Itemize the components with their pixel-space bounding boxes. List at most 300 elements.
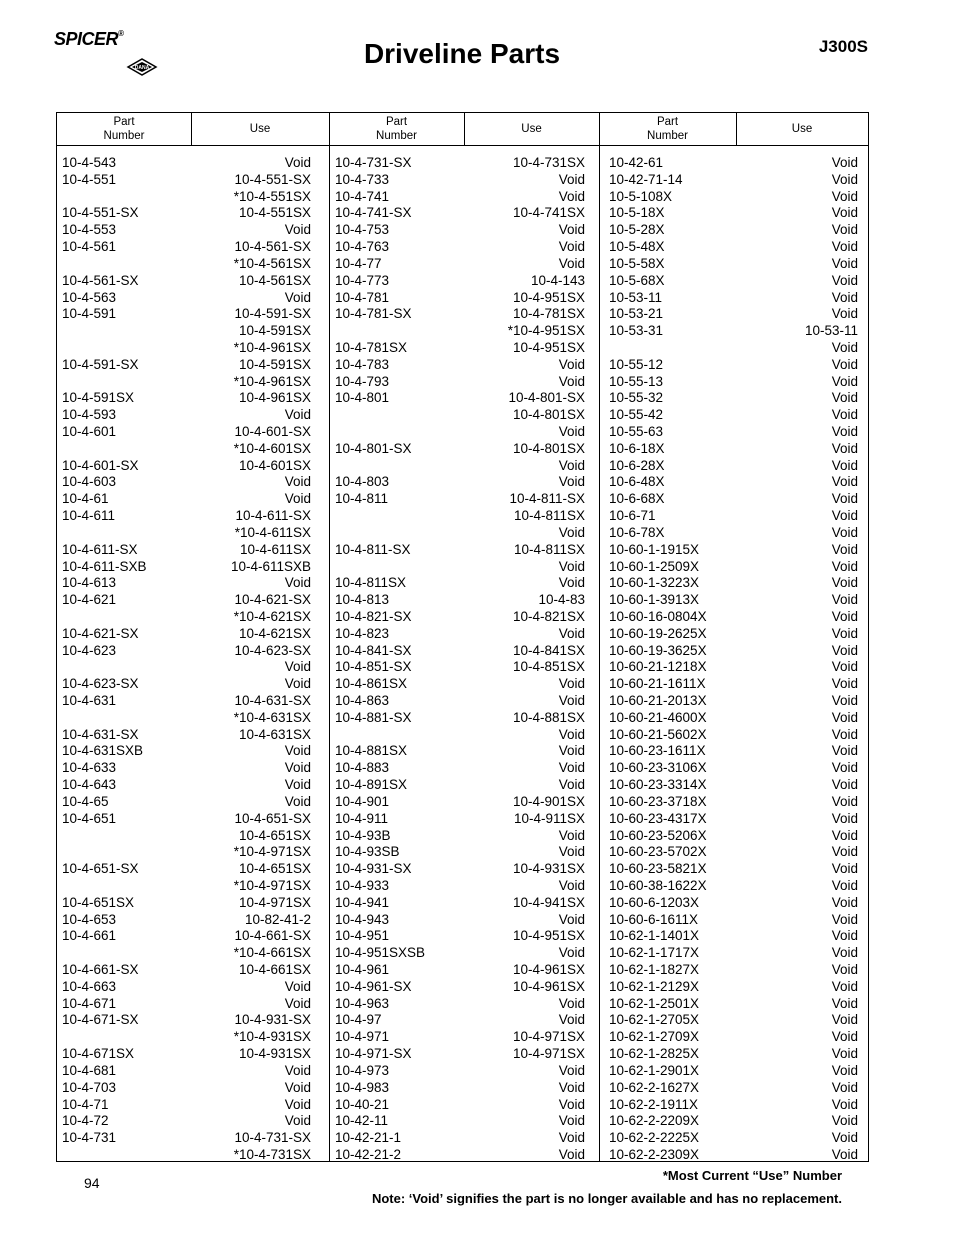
table-row: [62, 743, 311, 760]
use-value: Void: [831, 272, 858, 288]
part-number: 10-42-11: [335, 1113, 389, 1129]
header-divider: [736, 113, 737, 145]
table-row: [62, 273, 311, 290]
use-value: 10-4-661-SX: [234, 928, 311, 944]
use-value: 10-4-781SX: [512, 306, 585, 322]
use-value: Void: [831, 1146, 858, 1162]
use-value: *10-4-551SX: [233, 188, 311, 204]
use-value: Void: [831, 239, 858, 255]
table-row: [335, 794, 585, 811]
table-row: [335, 474, 585, 491]
use-value: 10-4-601SX: [238, 457, 311, 473]
use-value: *10-4-631SX: [233, 709, 311, 725]
part-number: 10-60-21-4600X: [609, 709, 707, 725]
part-number: 10-5-18X: [609, 205, 665, 221]
use-value: 10-4-821SX: [512, 608, 585, 624]
table-row: [609, 777, 858, 794]
table-row: [609, 962, 858, 979]
use-value: 10-4-951SX: [512, 289, 585, 305]
use-value: Void: [284, 743, 311, 759]
use-value: 10-4-801SX: [512, 407, 585, 423]
table-row: [62, 928, 311, 945]
part-number: 10-4-793: [335, 373, 390, 389]
part-number: 10-60-21-2013X: [609, 693, 707, 708]
part-number: 10-4-77: [335, 255, 382, 271]
use-value: 10-4-801SX: [512, 440, 585, 456]
part-number: 10-4-961: [335, 962, 390, 977]
part-number: 10-4-763: [335, 239, 390, 255]
table-row: [609, 374, 858, 391]
table-row: [609, 542, 858, 559]
table-row: [62, 491, 311, 508]
use-value: Void: [831, 592, 858, 608]
use-value: Void: [831, 709, 858, 725]
table-row: [62, 205, 311, 222]
table-row: [62, 861, 311, 878]
table-row: [62, 727, 311, 744]
table-row: [335, 626, 585, 643]
table-row: [335, 424, 585, 441]
table-row: [62, 390, 311, 407]
part-number: 10-4-741-SX: [335, 205, 412, 221]
use-value: 10-4-143: [530, 272, 585, 288]
table-row: [609, 239, 858, 256]
table-row: [335, 1012, 585, 1029]
part-number: 10-5-48X: [609, 239, 665, 255]
most-current-note: *Most Current “Use” Number: [662, 1168, 842, 1183]
table-row: [335, 323, 585, 340]
use-value: Void: [284, 676, 311, 692]
use-value: Void: [558, 1062, 585, 1078]
use-value: Void: [831, 877, 858, 893]
part-number: 10-4-861SX: [335, 676, 408, 692]
part-number: 10-4-951: [335, 928, 390, 944]
use-value: Void: [831, 407, 858, 423]
part-number: 10-60-6-1611X: [609, 911, 699, 927]
table-row: [609, 710, 858, 727]
table-row: [609, 592, 858, 609]
part-number: 10-4-643: [62, 777, 117, 793]
part-number: 10-4-601-SX: [62, 457, 139, 473]
table-row: [609, 878, 858, 895]
table-row: [335, 189, 585, 206]
table-row: [609, 928, 858, 945]
table-row: [609, 1097, 858, 1114]
use-value: 10-4-971SX: [238, 894, 311, 910]
use-value: Void: [831, 1029, 858, 1045]
table-row: [335, 1046, 585, 1063]
part-number: 10-4-563: [62, 289, 117, 305]
part-number: 10-4-543: [62, 155, 117, 170]
use-value: *10-4-931SX: [233, 1029, 311, 1045]
part-number: 10-4-591: [62, 306, 117, 322]
table-row: [335, 1029, 585, 1046]
table-row: [335, 592, 585, 609]
part-number: 10-4-971-SX: [335, 1046, 412, 1062]
use-value: Void: [284, 575, 311, 591]
part-number: 10-4-753: [335, 222, 390, 238]
part-number: 10-55-63: [609, 424, 664, 439]
use-value: 10-4-941SX: [512, 894, 585, 910]
column-divider: [599, 113, 600, 1161]
table-row: [609, 794, 858, 811]
part-number: 10-4-71: [62, 1096, 109, 1112]
part-number: 10-4-863: [335, 693, 390, 708]
part-number: 10-60-23-3718X: [609, 793, 707, 809]
table-row: [62, 609, 311, 626]
part-number: 10-5-58X: [609, 255, 665, 271]
part-number: 10-4-681: [62, 1062, 117, 1078]
part-number: 10-4-551: [62, 171, 117, 187]
part-number: 10-4-553: [62, 222, 117, 238]
part-number: 10-60-21-1611X: [609, 676, 706, 692]
use-value: 10-4-551-SX: [234, 171, 311, 187]
table-row: [62, 1012, 311, 1029]
part-number: 10-4-551-SX: [62, 205, 139, 221]
svg-text:DANA: DANA: [134, 65, 150, 71]
use-value: Void: [831, 524, 858, 540]
use-value: Void: [558, 373, 585, 389]
use-value: Void: [558, 356, 585, 372]
part-number: 10-62-2-2225X: [609, 1130, 700, 1146]
table-row: [62, 155, 311, 172]
part-number: 10-4-671-SX: [62, 1012, 139, 1028]
part-number: 10-4-963: [335, 995, 390, 1011]
use-value: 10-4-971SX: [512, 1046, 585, 1062]
use-value: Void: [558, 1130, 585, 1146]
part-number: 10-4-651: [62, 810, 117, 826]
part-number: 10-60-1-3913X: [609, 592, 700, 608]
part-number: 10-4-97: [335, 1012, 382, 1028]
use-value: *10-4-961SX: [233, 339, 311, 355]
table-row: [62, 979, 311, 996]
part-number: 10-42-61: [609, 155, 664, 170]
use-value: Void: [558, 222, 585, 238]
part-number: 10-4-781SX: [335, 339, 408, 355]
part-number: 10-4-781-SX: [335, 306, 412, 322]
table-row: [609, 222, 858, 239]
use-value: 10-4-851SX: [512, 659, 585, 675]
part-number: 10-60-6-1203X: [609, 894, 700, 910]
table-row: [62, 256, 311, 273]
part-number: 10-62-1-2709X: [609, 1029, 700, 1045]
use-value: Void: [831, 155, 858, 170]
use-value: Void: [831, 289, 858, 305]
use-value: 10-82-41-2: [244, 911, 311, 927]
use-value: 10-4-561-SX: [234, 239, 311, 255]
table-row: [609, 474, 858, 491]
use-value: Void: [284, 407, 311, 423]
table-row: [609, 256, 858, 273]
use-value: 10-4-623-SX: [234, 642, 311, 658]
part-number: 10-60-23-3314X: [609, 777, 707, 793]
table-row: [62, 306, 311, 323]
part-number: 10-42-21-1: [335, 1130, 402, 1146]
table-row: [335, 491, 585, 508]
table-row: [62, 189, 311, 206]
table-row: [62, 290, 311, 307]
table-row: [335, 996, 585, 1013]
table-row: [609, 643, 858, 660]
part-number: 10-4-623: [62, 642, 117, 658]
use-value: Void: [284, 1062, 311, 1078]
table-row: [335, 659, 585, 676]
part-number: 10-6-18X: [609, 440, 665, 456]
part-number: 10-4-631-SX: [62, 726, 139, 742]
part-number: 10-4-961-SX: [335, 978, 412, 994]
table-row: [62, 878, 311, 895]
use-value: Void: [558, 457, 585, 473]
table-row: [609, 290, 858, 307]
table-row: [609, 1029, 858, 1046]
table-row: [335, 222, 585, 239]
table-row: [335, 844, 585, 861]
table-row: [609, 659, 858, 676]
use-value: Void: [831, 474, 858, 490]
use-value: *10-4-971SX: [233, 877, 311, 893]
use-value: 10-4-631SX: [238, 726, 311, 742]
part-number: 10-4-943: [335, 911, 390, 927]
table-row: [62, 542, 311, 559]
table-row: [609, 323, 858, 340]
use-value: Void: [558, 1096, 585, 1112]
table-row: [335, 777, 585, 794]
use-value: Void: [558, 239, 585, 255]
table-row: [609, 205, 858, 222]
use-value: Void: [558, 1012, 585, 1028]
table-row: [335, 441, 585, 458]
part-number: 10-60-23-3106X: [609, 760, 707, 776]
table-row: [335, 1080, 585, 1097]
header-part-number-2: Part Number: [376, 116, 417, 142]
table-row: [609, 760, 858, 777]
table-row: [609, 189, 858, 206]
use-value: 10-4-611-SX: [235, 508, 311, 524]
part-number: 10-62-1-1827X: [609, 962, 700, 977]
part-number: 10-6-68X: [609, 491, 665, 507]
use-value: Void: [284, 289, 311, 305]
header-part-number-3: Part Number: [647, 116, 688, 142]
use-value: Void: [831, 911, 858, 927]
table-row: [335, 205, 585, 222]
use-value: *10-4-661SX: [233, 945, 311, 961]
table-row: [335, 559, 585, 576]
use-value: Void: [831, 255, 858, 271]
use-value: 10-4-961SX: [238, 390, 311, 406]
table-row: [609, 155, 858, 172]
use-value: Void: [831, 625, 858, 641]
use-value: 10-4-611SXB: [230, 558, 311, 574]
use-value: Void: [831, 827, 858, 843]
use-value: Void: [831, 777, 858, 793]
use-value: 10-4-621SX: [238, 625, 311, 641]
part-number: 10-4-651SX: [62, 894, 135, 910]
use-value: Void: [558, 945, 585, 961]
part-number: 10-62-1-1401X: [609, 928, 700, 944]
use-value: 10-4-961SX: [512, 978, 585, 994]
table-row: [62, 1046, 311, 1063]
header-use-3: Use: [791, 123, 813, 135]
use-value: Void: [558, 995, 585, 1011]
table-row: [335, 575, 585, 592]
table-row: [609, 508, 858, 525]
use-value: Void: [831, 575, 858, 591]
part-number: 10-4-61: [62, 491, 109, 507]
table-row: [335, 1063, 585, 1080]
part-number: 10-4-883: [335, 760, 390, 776]
part-number: 10-4-971: [335, 1029, 390, 1045]
part-number: 10-60-23-1611X: [609, 743, 706, 759]
table-row: [62, 828, 311, 845]
use-value: Void: [831, 1079, 858, 1095]
part-number: 10-4-591SX: [62, 390, 135, 406]
use-value: 10-4-971SX: [512, 1029, 585, 1045]
table-row: [335, 374, 585, 391]
table-row: [609, 1113, 858, 1130]
table-row: [62, 1130, 311, 1147]
table-row: [335, 760, 585, 777]
table-row: [335, 172, 585, 189]
table-row: [62, 323, 311, 340]
use-value: Void: [284, 1079, 311, 1095]
table-row: [335, 458, 585, 475]
use-value: Void: [831, 676, 858, 692]
part-number: 10-4-813: [335, 592, 390, 608]
table-row: [609, 273, 858, 290]
table-row: [609, 424, 858, 441]
table-row: [62, 693, 311, 710]
use-value: Void: [831, 541, 858, 557]
part-number: 10-55-42: [609, 407, 664, 423]
table-row: [609, 912, 858, 929]
part-number: 10-60-19-3625X: [609, 642, 707, 658]
use-value: Void: [831, 222, 858, 238]
part-number: 10-62-1-2901X: [609, 1062, 700, 1078]
table-row: [609, 609, 858, 626]
part-number: 10-42-71-14: [609, 171, 683, 187]
use-value: 10-4-801-SX: [508, 390, 585, 406]
use-value: 10-4-931SX: [238, 1046, 311, 1062]
use-value: 10-4-911SX: [513, 810, 585, 826]
use-value: Void: [831, 642, 858, 658]
part-number: 10-4-93SB: [335, 844, 400, 860]
use-value: 10-4-811SX: [513, 541, 585, 557]
part-number: 10-4-661-SX: [62, 962, 139, 977]
part-number: 10-60-23-5206X: [609, 827, 707, 843]
part-number: 10-4-611-SX: [62, 541, 138, 557]
page-title: Driveline Parts: [363, 38, 561, 69]
part-number: 10-5-68X: [609, 272, 665, 288]
part-number: 10-4-733: [335, 171, 390, 187]
table-row: [62, 172, 311, 189]
part-number: 10-4-651-SX: [62, 861, 139, 877]
use-value: Void: [558, 558, 585, 574]
use-value: 10-4-83: [538, 592, 585, 608]
table-row: [62, 626, 311, 643]
table-row: [335, 945, 585, 962]
use-value: 10-4-881SX: [512, 709, 585, 725]
use-value: 10-4-661SX: [238, 962, 311, 977]
use-value: Void: [831, 743, 858, 759]
use-value: Void: [558, 524, 585, 540]
table-row: [335, 239, 585, 256]
part-number: 10-62-1-2825X: [609, 1046, 700, 1062]
part-number: 10-62-1-2501X: [609, 995, 700, 1011]
use-value: Void: [558, 1079, 585, 1095]
part-number: 10-4-951SXSB: [335, 945, 426, 961]
header-divider: [191, 113, 192, 145]
part-number: 10-4-851-SX: [335, 659, 412, 675]
table-row: [62, 895, 311, 912]
use-value: Void: [284, 222, 311, 238]
table-row: [335, 357, 585, 374]
use-value: Void: [831, 1113, 858, 1129]
part-number: 10-4-661: [62, 928, 117, 944]
use-value: 10-4-811SX: [513, 508, 585, 524]
use-value: 10-4-961SX: [512, 962, 585, 977]
part-number: 10-60-23-4317X: [609, 810, 707, 826]
table-row: [62, 844, 311, 861]
table-row: [335, 256, 585, 273]
use-value: 10-4-611SX: [239, 541, 311, 557]
part-number: 10-60-19-2625X: [609, 625, 707, 641]
header-use-1: Use: [249, 123, 271, 135]
use-value: Void: [831, 1046, 858, 1062]
use-value: *10-4-621SX: [233, 608, 311, 624]
use-value: Void: [831, 793, 858, 809]
part-number: 10-4-731: [62, 1130, 117, 1146]
use-value: 10-4-591SX: [238, 323, 311, 339]
table-row: [335, 811, 585, 828]
part-number: 10-4-621-SX: [62, 625, 139, 641]
part-number: 10-60-23-5821X: [609, 861, 707, 877]
use-value: *10-4-971SX: [233, 844, 311, 860]
table-row: [609, 626, 858, 643]
use-value: Void: [558, 844, 585, 860]
use-value: Void: [831, 457, 858, 473]
use-value: Void: [831, 810, 858, 826]
table-row: [335, 928, 585, 945]
table-row: [609, 340, 858, 357]
use-value: Void: [558, 877, 585, 893]
part-number: 10-60-21-1218X: [609, 659, 707, 675]
use-value: Void: [558, 760, 585, 776]
use-value: 10-4-811-SX: [509, 491, 585, 507]
table-row: [62, 374, 311, 391]
part-number: 10-40-21: [335, 1096, 390, 1112]
table-row: [62, 1080, 311, 1097]
table-row: [609, 945, 858, 962]
part-number: 10-4-613: [62, 575, 117, 591]
use-value: 10-4-601-SX: [234, 424, 311, 439]
table-row: [609, 306, 858, 323]
table-row: [62, 794, 311, 811]
part-number: 10-4-891SX: [335, 777, 408, 793]
parts-table: [56, 112, 869, 1162]
part-number: 10-4-663: [62, 978, 117, 994]
table-row: [62, 592, 311, 609]
use-value: 10-4-931-SX: [234, 1012, 311, 1028]
table-row: [609, 811, 858, 828]
use-value: Void: [831, 508, 858, 524]
use-value: Void: [831, 894, 858, 910]
use-value: Void: [831, 844, 858, 860]
use-value: Void: [831, 188, 858, 204]
table-row: [335, 895, 585, 912]
part-number: 10-6-48X: [609, 474, 665, 490]
use-value: *10-4-561SX: [233, 255, 311, 271]
use-value: *10-4-601SX: [233, 440, 311, 456]
